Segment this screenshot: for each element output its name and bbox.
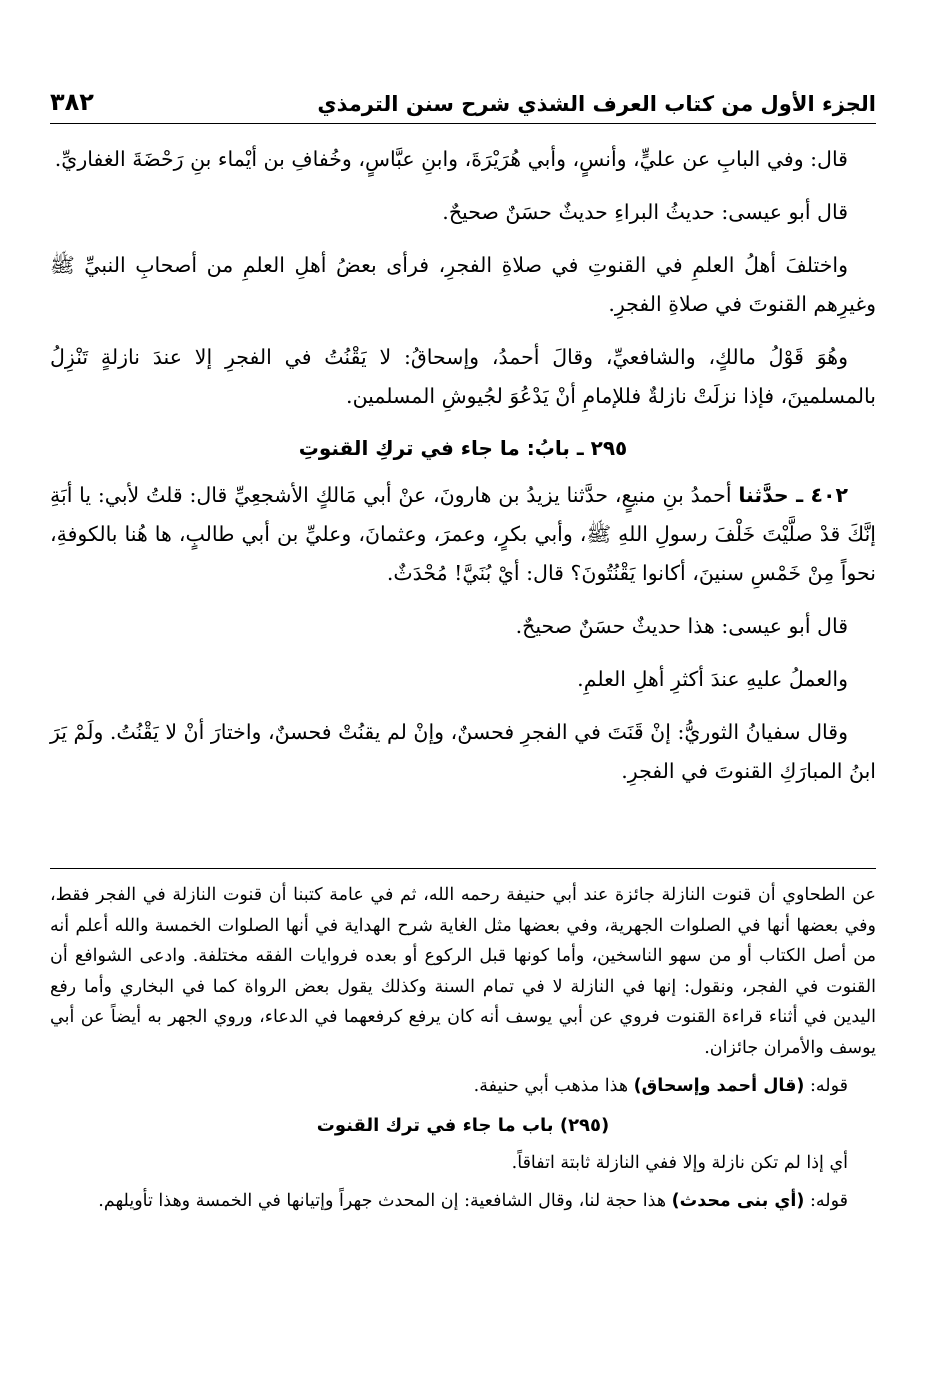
commentary-section	[50, 880, 876, 1225]
page-header	[50, 72, 876, 116]
running-title: الجزء الأول من كتاب العرف الشذي شرح سنن الترمذي	[317, 92, 876, 116]
commentary-term: (قال أحمد وإسحاق)	[633, 1076, 805, 1096]
paragraph-thawri: وقال سفيانُ الثوريُّ: إنْ قَنَتَ في الفجرِ فحسنٌ، وإنْ لم يقنُتْ فحسنٌ، واختارَ أنْ لا يَقْنُتُ. ولَمْ يَرَ ابنُ المبارَكِ القنوتَ في الفجرِ.	[50, 720, 876, 783]
commentary-paragraph-muhdath	[50, 1186, 876, 1217]
commentary-prefix: قوله:	[804, 1076, 848, 1096]
commentary-term: (أي بنى محدث)	[671, 1191, 805, 1211]
header-divider	[50, 123, 876, 124]
paragraph-opinions: وهُوَ قَوْلُ مالكٍ، والشافعيِّ، وقالَ أحمدُ، وإسحاقُ: لا يَقْنُتُ في الفجرِ إلا عندَ نازلةٍ تَنْزِلُ بالمسلمينَ، فإذا نزلَتْ نازلةٌ فللإمامِ أنْ يَدْعُوَ لجُيوشِ المسلمين.	[50, 345, 876, 408]
paragraph-narrators: قال: وفي البابِ عن عليٍّ، وأنسٍ، وأبي هُرَيْرَةَ، وابنِ عبَّاسٍ، وخُفافِ بن أيْماء بنِ رَحْضَةَ الغفاريِّ.	[54, 147, 848, 171]
commentary-prefix: قوله:	[804, 1191, 848, 1211]
book-page	[50, 60, 876, 1360]
main-text	[50, 140, 876, 805]
hadith-text: أحمدُ بنِ منيعٍ، حدَّثنا يزيدُ بن هارونَ، عنْ أبي مَالكٍ الأشجعِيِّ قال: قلتُ لأبي: يا أبَةِ إنَّكَ قدْ صلَّيْتَ خَلْفَ رسولِ اللهِ ﷺ، وأبي بكرٍ، وعمرَ، وعثمانَ، وعليِّ بن أبي طالبٍ، ها هُنا بالكوفةِ، نحواً مِنْ خَمْسِ سنينَ، أكانوا يَقْنُتُونَ؟ قال: أيْ بُنَيَّ! مُحْدَثٌ.	[50, 483, 876, 585]
paragraph-grading: قال أبو عيسى: حديثُ البراءِ حديثٌ حسَنٌ صحيحٌ.	[442, 200, 848, 224]
paragraph-practice: والعملُ عليهِ عندَ أكثرِ أهلِ العلمِ.	[577, 667, 848, 691]
page-number: ٣٨٢	[50, 88, 94, 116]
commentary-divider	[50, 868, 876, 869]
paragraph-hadith-grading: قال أبو عيسى: هذا حديثٌ حسَنٌ صحيحٌ.	[515, 614, 848, 638]
commentary-paragraph-nazila: أي إذا لم تكن نازلة وإلا ففي النازلة ثابتة اتفاقاً.	[511, 1152, 848, 1173]
commentary-paragraph-tahawi: عن الطحاوي أن قنوت النازلة جائزة عند أبي حنيفة رحمه الله، ثم في عامة كتبنا أن قنوت النازلة في الفجر فقط، وفي بعضها أنها في الصلوات الجهرية، وفي بعضها مثل الغاية شرح الهداية في أنها الصلوات الخمسة والله أعلم أنه من أصل الكتاب أو من سهو الناسخين، وأما كونها قبل الركوع أو بعده فروايات الفقه مختلفة. وادعى الشوافع أن القنوت في الفجر، ونقول: إنها في النازلة لا في تمام السنة وكذلك يقول بعض الرواة كما في البخاري وأما رفع اليدين في أثناء قراءة القنوت فروي عن أبي يوسف أنه كان يرفع كرفعهما في الدعاء، وروي الجهر به أيضاً عن أبي يوسف والأمران جائزان.	[50, 885, 876, 1058]
paragraph-scholars-differ: واختلفَ أهلُ العلمِ في القنوتِ في صلاةِ الفجرِ، فرأى بعضُ أهلِ العلمِ من أصحابِ النبيِّ ﷺ وغيرِهم القنوتَ في صلاةِ الفجرِ.	[50, 253, 876, 316]
hadith-paragraph	[50, 476, 876, 593]
commentary-rest: هذا مذهب أبي حنيفة.	[473, 1076, 634, 1096]
commentary-rest: هذا حجة لنا، وقال الشافعية: إن المحدث جهراً وإتيانها في الخمسة وهذا تأويلهم.	[98, 1191, 672, 1211]
hadith-number: ٤٠٢ ـ حدَّثنا	[738, 483, 848, 507]
chapter-heading: ٢٩٥ ـ بابُ: ما جاء في تركِ القنوتِ	[298, 436, 628, 460]
commentary-chapter-heading: (٢٩٥) باب ما جاء في ترك القنوت	[316, 1114, 610, 1136]
commentary-paragraph-ahmad	[50, 1071, 876, 1102]
